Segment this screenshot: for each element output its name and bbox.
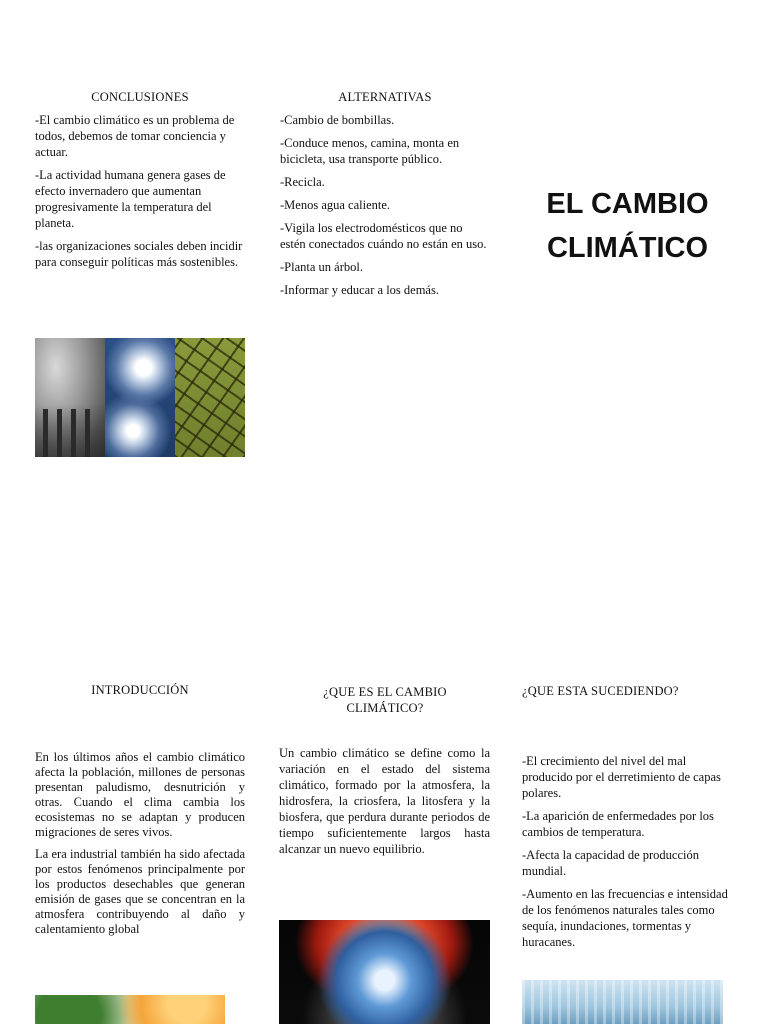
earth-globe-photo <box>279 920 490 1024</box>
que-es-text <box>279 745 490 864</box>
que-es-heading: ¿QUE ES EL CAMBIO CLIMÁTICO? <box>323 685 447 715</box>
cover-title <box>520 182 735 270</box>
cracked-earth-photo <box>175 338 245 457</box>
hurricane-photo <box>105 338 175 457</box>
introduccion-heading: INTRODUCCIÓN <box>91 683 189 697</box>
conclusiones-heading: CONCLUSIONES <box>91 90 189 104</box>
introduccion-paragraph: La era industrial también ha sido afectada por estos fenómenos principalmente por los productos desechables que generan emisión de gases que se concentran en la atmosfera contribuyendo al daño y calentamiento global <box>35 847 245 936</box>
conclusiones-text <box>35 112 247 277</box>
que-es-paragraph: Un cambio climático se define como la variación en el estado del sistema climático, formado por la atmosfera, la hidrosfera, la criosfera, la litosfera y la biosfera, que perdura durante periodos de tiempo suficientemente largos hasta alcanzar un nuevo equilibrio. <box>279 746 490 856</box>
alternativas-item: -Recicla. <box>280 175 325 189</box>
alternativas-item: -Cambio de bombillas. <box>280 113 395 127</box>
smokestacks-photo <box>35 338 105 457</box>
alternativas-item: -Informar y educar a los demás. <box>280 283 439 297</box>
cover-title-line-2: CLIMÁTICO <box>546 232 709 264</box>
landscape-image <box>35 995 225 1024</box>
alternativas-item: -Planta un árbol. <box>280 260 363 274</box>
introduccion-text <box>35 750 245 944</box>
alternativas-item: -Vigila los electrodomésticos que no estén conectados cuándo no están en uso. <box>280 221 487 251</box>
alternativas-item: -Menos agua caliente. <box>280 198 391 212</box>
que-esta-item: -El crecimiento del nivel del mal producido por el derretimiento de capas polares. <box>522 754 721 800</box>
glacier-image <box>522 980 723 1024</box>
cover-title-line-1: EL CAMBIO <box>546 188 709 220</box>
climate-collage-image <box>35 338 245 457</box>
alternativas-heading: ALTERNATIVAS <box>338 90 432 104</box>
conclusiones-paragraph: -La actividad humana genera gases de efecto invernadero que aumentan progresivamente la temperatura del planeta. <box>35 168 226 230</box>
alternativas-item: -Conduce menos, camina, monta en bicicleta, usa transporte público. <box>280 136 460 166</box>
introduccion-paragraph: En los últimos años el cambio climático afecta la población, millones de personas presentan paludismo, desnutrición y otras. Cuando el clima cambia los ecosistemas no se adaptan y producen migraciones de seres vivos. <box>35 750 245 839</box>
que-esta-list <box>522 753 734 957</box>
que-esta-heading: ¿QUE ESTA SUCEDIENDO? <box>522 684 679 698</box>
conclusiones-paragraph: -las organizaciones sociales deben incidir para conseguir políticas más sostenibles. <box>35 239 243 269</box>
que-esta-item: -Aumento en las frecuencias e intensidad de los fenómenos naturales tales como sequía, inundaciones, tormentas y huracanes. <box>522 887 728 949</box>
que-esta-item: -La aparición de enfermedades por los cambios de temperatura. <box>522 809 714 839</box>
earth-globe-image <box>279 920 490 1024</box>
alternativas-list <box>280 112 490 305</box>
conclusiones-paragraph: -El cambio climático es un problema de todos, debemos de tomar conciencia y actuar. <box>35 113 235 159</box>
que-esta-item: -Afecta la capacidad de producción mundial. <box>522 848 699 878</box>
